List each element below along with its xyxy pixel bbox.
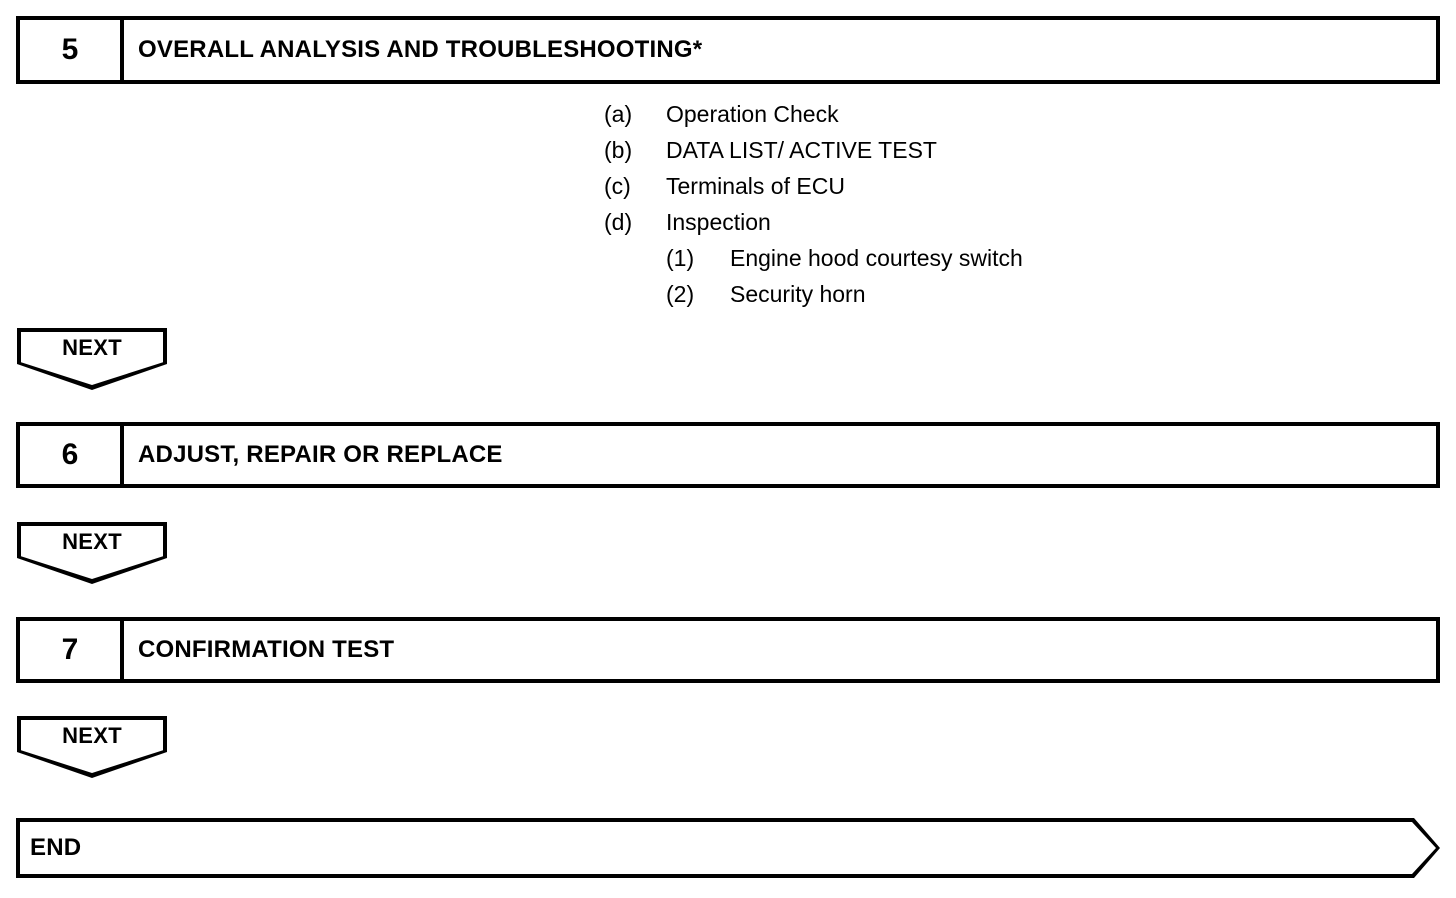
next-label: NEXT: [62, 335, 122, 360]
list-item-marker: (c): [604, 173, 631, 199]
step-title-5: OVERALL ANALYSIS AND TROUBLESHOOTING*: [138, 36, 703, 63]
procedure-list: [604, 96, 1364, 312]
next-label: NEXT: [62, 529, 122, 554]
list-item-marker: (a): [604, 101, 633, 127]
list-item-marker: (d): [604, 209, 633, 235]
list-item-marker: (1): [666, 245, 695, 271]
next-connector-3: [17, 716, 167, 778]
step-title-7: CONFIRMATION TEST: [138, 636, 395, 663]
step-box-5: [16, 16, 1440, 84]
next-label: NEXT: [62, 723, 122, 748]
list-item-marker: (2): [666, 281, 695, 307]
step-title-6: ADJUST, REPAIR OR REPLACE: [138, 441, 503, 468]
list-item-label: Terminals of ECU: [666, 173, 845, 199]
list-item-label: Engine hood courtesy switch: [730, 245, 1023, 271]
end-banner: [16, 818, 1440, 878]
list-item: [604, 96, 1364, 132]
list-item: [604, 204, 1364, 240]
list-item-marker: (b): [604, 137, 633, 163]
list-item: [604, 276, 1364, 312]
next-connector-1: [17, 328, 167, 390]
banner-inner: [20, 822, 1436, 874]
end-label: END: [30, 834, 82, 861]
list-item-label: Inspection: [666, 209, 771, 235]
next-connector-2: [17, 522, 167, 584]
list-item: [604, 168, 1364, 204]
list-item-label: Security horn: [730, 281, 866, 307]
list-item-label: DATA LIST/ ACTIVE TEST: [666, 137, 937, 163]
list-item: [604, 240, 1364, 276]
step-number-6: 6: [20, 426, 124, 484]
step-box-7: [16, 617, 1440, 683]
step-box-6: [16, 422, 1440, 488]
list-item-label: Operation Check: [666, 101, 839, 127]
list-item: [604, 132, 1364, 168]
step-number-7: 7: [20, 621, 124, 679]
step-number-5: 5: [20, 20, 124, 80]
